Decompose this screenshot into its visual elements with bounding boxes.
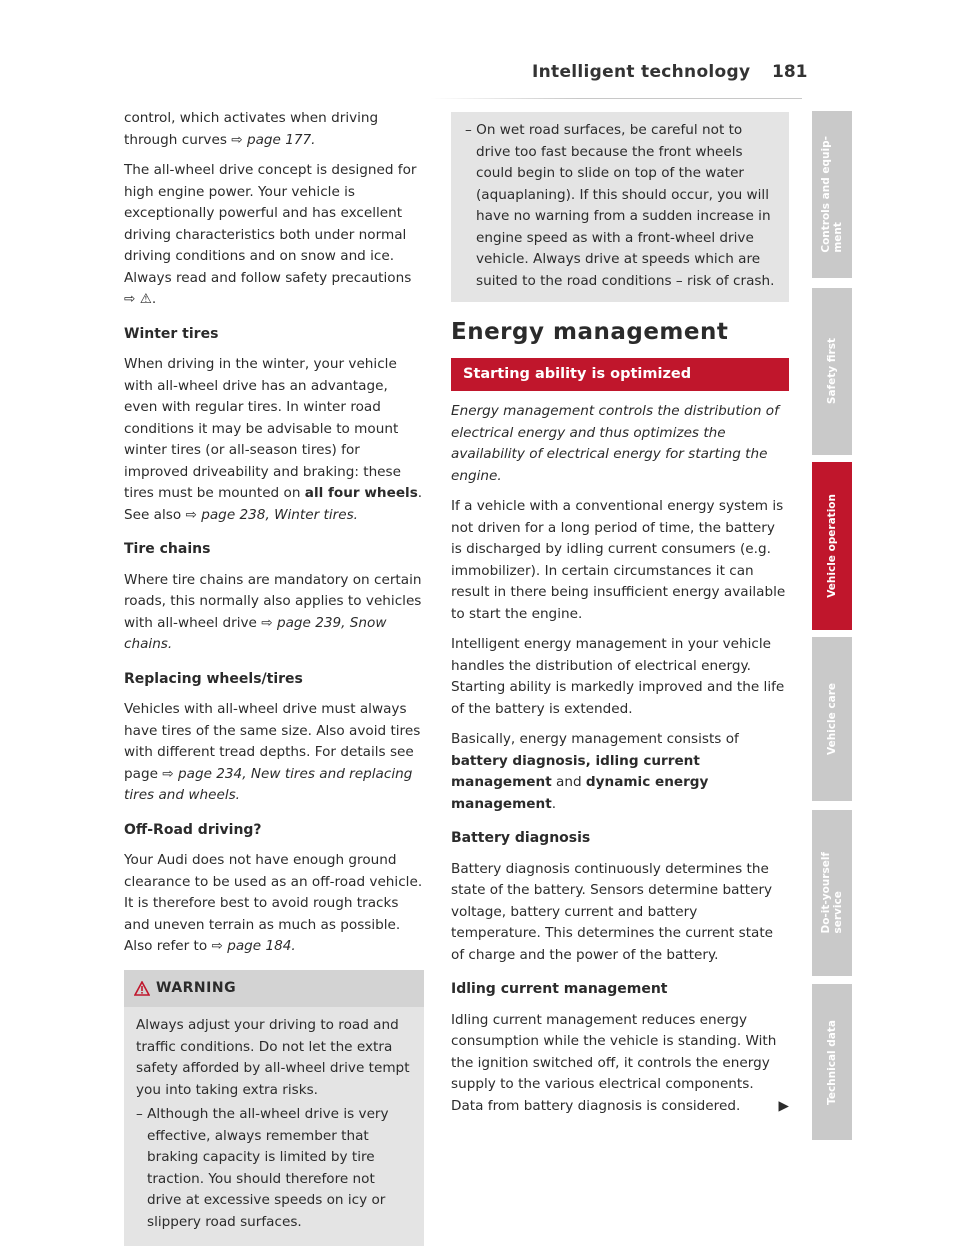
heading-replacing-wheels: Replacing wheels/tires	[124, 669, 424, 691]
heading-off-road: Off-Road driving?	[124, 820, 424, 842]
paragraph: Your Audi does not have enough ground clearance to be used as an off-road vehicle. It is therefore best to avoid rough tracks and uneven terrain as much as possible. Also refer to ⇨ page 184.	[124, 850, 424, 958]
page-reference[interactable]: ⇨ page 184.	[211, 938, 295, 954]
warning-box-continued	[451, 112, 789, 302]
section-title: Energy management	[451, 322, 789, 344]
warning-box	[124, 970, 424, 1246]
page-reference[interactable]: ⇨ page 177.	[231, 132, 315, 148]
paragraph: Basically, energy management consists of battery diagnosis, idling current management and dynamic energy management.	[451, 729, 789, 815]
paragraph: Idling current management reduces energy consumption while the vehicle is standing. With the ignition switched off, it controls the energy supply to the various electrical components. Data from battery diagnosis is considered. ▶	[451, 1010, 789, 1118]
heading-tire-chains: Tire chains	[124, 539, 424, 561]
header-rule	[430, 98, 802, 99]
tab-safety-first[interactable]: Safety first	[812, 288, 852, 455]
paragraph: Vehicles with all-wheel drive must always have tires of the same size. Also avoid tires with different tread depths. For details see page ⇨ page 234, New tires and replacing tires and wheels.	[124, 699, 424, 807]
page-reference[interactable]: ⇨ page 239, Snow chains.	[124, 615, 387, 653]
warning-triangle-icon	[134, 981, 150, 996]
tab-vehicle-care[interactable]: Vehicle care	[812, 637, 852, 801]
heading-battery-diagnosis: Battery diagnosis	[451, 828, 789, 850]
intro-paragraph: Energy management controls the distribution of electrical energy and thus optimizes the availability of electrical energy for starting the engine.	[451, 401, 789, 487]
warning-body	[124, 1007, 424, 1246]
warning-text: Always adjust your driving to road and traffic conditions. Do not let the extra safety afforded by all-wheel drive tempt you into taking extra risks.	[136, 1015, 412, 1101]
paragraph: Battery diagnosis continuously determines the state of the battery. Sensors determine battery voltage, battery current and battery temperature. This determines the current state of charge and the power of the battery.	[451, 859, 789, 967]
tab-controls-and-equipment[interactable]: Controls and equip- ment	[812, 111, 852, 278]
warning-header	[124, 970, 424, 1008]
right-column	[451, 108, 789, 1126]
tab-technical-data[interactable]: Technical data	[812, 984, 852, 1140]
page-number: 181	[772, 62, 808, 84]
left-column	[124, 108, 424, 1246]
paragraph: The all-wheel drive concept is designed for high engine power. Your vehicle is exceptionally powerful and has excellent driving characteristics both under normal driving conditions and on snow and ice. Always read and follow safety precautions ⇨ ⚠.	[124, 160, 424, 311]
paragraph: When driving in the winter, your vehicle with all-wheel drive has an advantage, even with regular tires. In winter road conditions it may be advisable to mount winter tires (or all-season tires) for improved driveability and braking: these tires must be mounted on all four wheels. See also ⇨ page 238, Winter tires.	[124, 354, 424, 526]
subsection-banner: Starting ability is optimized	[451, 358, 789, 392]
page-reference[interactable]: ⇨ page 234, New tires and replacing tires and wheels.	[124, 766, 412, 804]
paragraph: If a vehicle with a conventional energy system is not driven for a long period of time, the battery is discharged by idling current consumers (e.g. immobilizer). In certain circumstances it can result in there being insufficient energy available to start the engine.	[451, 496, 789, 625]
paragraph: Intelligent energy management in your vehicle handles the distribution of electrical energy. Starting ability is markedly improved and the life of the battery is extended.	[451, 634, 789, 720]
tab-vehicle-operation[interactable]: Vehicle operation	[812, 462, 852, 630]
tab-do-it-yourself-service[interactable]: Do-it-yourself service	[812, 810, 852, 976]
paragraph: control, which activates when driving through curves ⇨ page 177.	[124, 108, 424, 151]
paragraph: Where tire chains are mandatory on certain roads, this normally also applies to vehicles with all-wheel drive ⇨ page 239, Snow chains.	[124, 570, 424, 656]
warning-title: WARNING	[156, 978, 236, 1000]
heading-winter-tires: Winter tires	[124, 324, 424, 346]
running-header-title: Intelligent technology	[532, 62, 750, 84]
warning-list-item: – On wet road surfaces, be careful not to drive too fast because the front wheels could begin to slide on top of the water (aquaplaning). If this should occur, you will have no warning from a sudden increase in engine speed as with a front-wheel drive vehicle. Always drive at speeds which are suited to the road conditions – risk of crash.	[465, 120, 777, 292]
warning-list-item: – Although the all-wheel drive is very effective, always remember that braking capacity is limited by tire traction. You should therefore not drive at excessive speeds on icy or slippery road surfaces.	[136, 1104, 412, 1233]
heading-idling-current: Idling current management	[451, 979, 789, 1001]
continue-arrow-icon: ▶	[779, 1096, 789, 1118]
page-reference[interactable]: ⇨ page 238, Winter tires.	[186, 507, 358, 523]
